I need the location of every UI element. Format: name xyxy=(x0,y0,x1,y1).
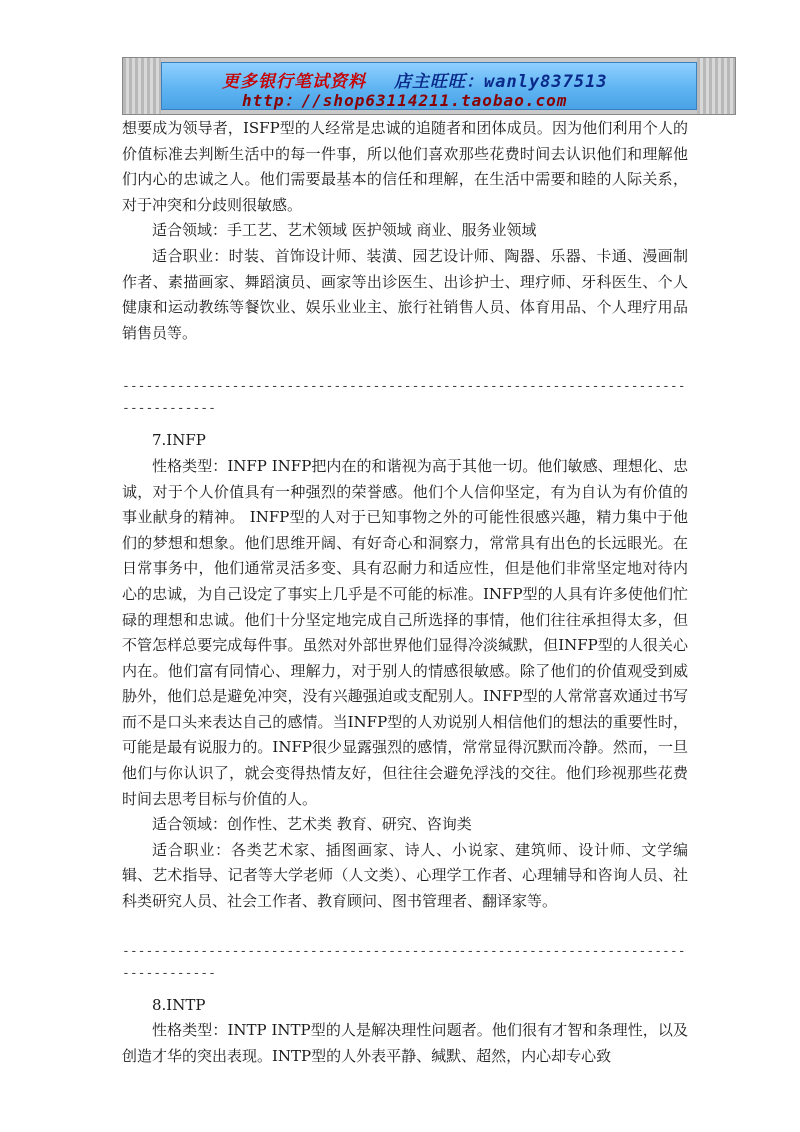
isfp-intro-paragraph: 想要成为领导者，ISFP型的人经常是忠诚的追随者和团体成员。因为他们利用个人的价值标准去判断生活中的每一件事，所以他们喜欢那些花费时间去认识他们和理解他们内心的忠诚之人。他们需要最基本的信任和理解，在生活中需要和睦的人际关系，对于冲突和分歧则很敏感。 xyxy=(122,119,688,214)
document-body xyxy=(122,116,688,1069)
shop-banner xyxy=(122,57,736,115)
isfp-fields-paragraph: 适合领域：手工艺、艺术领域 医护领域 商业、服务业领域 xyxy=(152,221,537,240)
infp-heading: 7.INFP xyxy=(152,431,206,450)
banner-title: 更多银行笔试资料 xyxy=(222,72,366,92)
intp-heading: 8.INTP xyxy=(152,995,206,1014)
intp-type-paragraph: 性格类型：INTP INTP型的人是解决理性问题者。他们很有才智和条理性，以及创造才华的突出表现。INTP型的人外表平静、缄默、超然，内心却专心致 xyxy=(122,1021,688,1065)
banner-left-stripe xyxy=(123,58,161,114)
banner-panel xyxy=(161,62,697,110)
infp-type-paragraph: 性格类型：INFP INFP把内在的和谐视为高于其他一切。他们敏感、理想化、忠诚，对于个人价值具有一种强烈的荣誉感。他们个人信仰坚定，有为自认为有价值的事业献身的精神。 INFP型的人对于已知事物之外的可能性很感兴趣，精力集中于他们的梦想和想象。他们思维开阔、有好奇心和洞察力，常常具有出色的长远眼光。在日常事务中，他们通常灵活多变、具有忍耐力和适应性，但是他们非常坚定地对待内心的忠诚，为自己设定了事实上几乎是不可能的标准。INFP型的人具有许多使他们忙碌的理想和忠诚。他们十分坚定地完成自己所选择的事情，他们往往承担得太多，但不管怎样总要完成每件事。虽然对外部世界他们显得冷淡缄默，但INFP型的人很关心内在。他们富有同情心、理解力，对于别人的情感很敏感。除了他们的价值观受到威胁外，他们总是避免冲突，没有兴趣强迫或支配别人。INFP型的人常常喜欢通过书写而不是口头来表达自己的感情。当INFP型的人劝说别人相信他们的想法的重要性时，可能是最有说服力的。INFP很少显露强烈的感情，常常显得沉默而冷静。然而，一旦他们与你认识了，就会变得热情友好，但往往会避免浮浅的交往。他们珍视那些花费时间去思考目标与价值的人。 xyxy=(122,456,688,808)
banner-url: http：//shop63114211.taobao.com xyxy=(242,91,568,110)
infp-jobs-paragraph: 适合职业：各类艺术家、插图画家、诗人、小说家、建筑师、设计师、文学编辑、艺术指导、记者等大学老师（人文类）、心理学工作者、心理辅导和咨询人员、社科类研究人员、社会工作者、教育顾问、图书管理者、翻译家等。 xyxy=(122,840,688,911)
section-separator: ------------------------------------------------------------------------------------ xyxy=(122,943,686,981)
section-separator: ------------------------------------------------------------------------------------ xyxy=(122,379,686,417)
banner-shop: 店主旺旺：wanly837513 xyxy=(394,72,608,92)
infp-fields-paragraph: 适合领域：创作性、艺术类 教育、研究、咨询类 xyxy=(152,815,472,834)
isfp-jobs-paragraph: 适合职业：时装、首饰设计师、装潢、园艺设计师、陶器、乐器、卡通、漫画制作者、素描画家、舞蹈演员、画家等出诊医生、出诊护士、理疗师、牙科医生、个人健康和运动教练等餐饮业、娱乐业业主、旅行社销售人员、体育用品、个人理疗用品销售员等。 xyxy=(122,246,688,342)
banner-right-stripe xyxy=(697,58,735,114)
